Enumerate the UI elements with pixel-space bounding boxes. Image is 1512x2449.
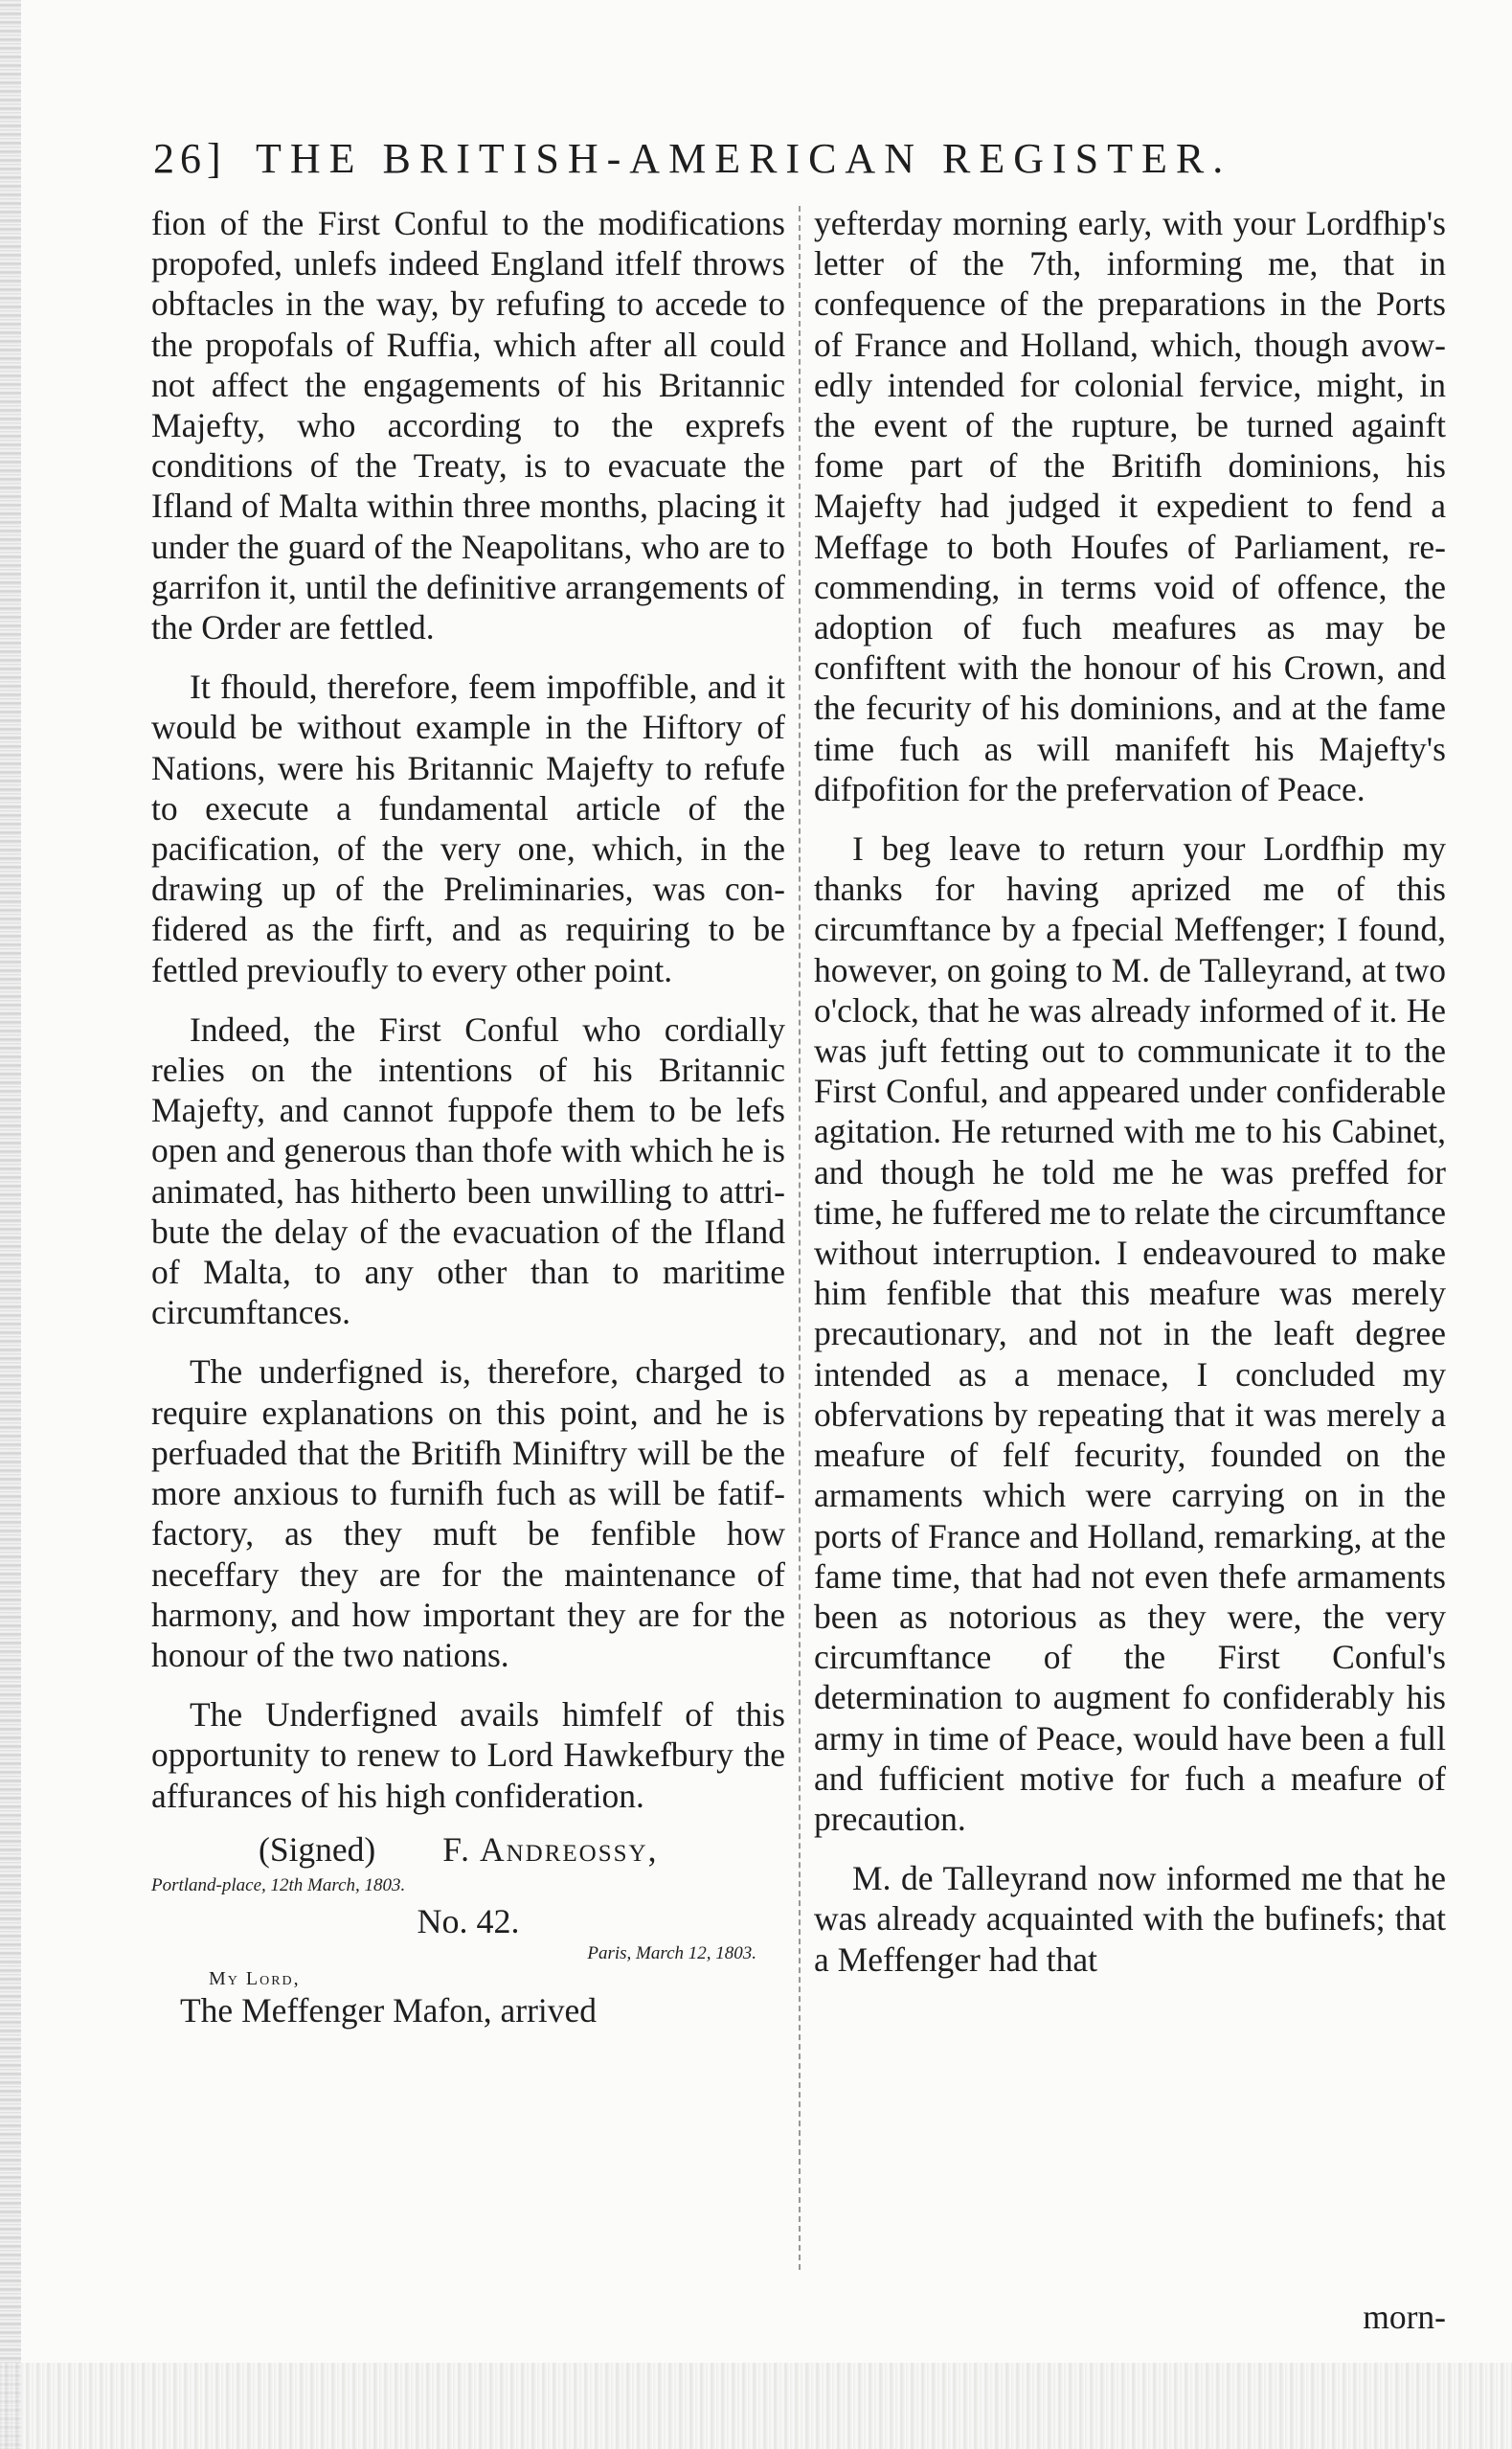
dateline: Portland-place, 12th March, 1803.: [151, 1874, 406, 1895]
paragraph: fion of the First Conful to the modifications propofed, unlefs indeed England itfelf throws obftacles in the way, by refufing to accede to the propofals of Ruffia, which after all could not affect the engagements of his Britannic Majefty, who according to the exprefs conditions of the Treaty, is to evacuate the Ifland of Malta within three months, placing it under the guard of the Neapolitans, who are to garrifon it, until the definitive arrangements of the Order are fettled.: [151, 204, 785, 647]
running-title: THE BRITISH-AMERICAN REGISTER.: [256, 135, 1232, 182]
letter-opening: The Meffenger Mafon, arrived: [180, 1990, 598, 2029]
running-head: [153, 134, 1331, 192]
paragraph: I beg leave to return your Lordfhip my thanks for having aprized me of this circumftance by a fpecial Meffenger; I found, however, on going to M. de Talleyrand, at two o'clock, that he was already informed of it. He was juft fetting out to communicate it to the First Conful, and appeared under confiderable agitation. He returned with me to his Cabinet, and though he told me he was preffed for time, he fuffered me to relate the circumftance without interruption. I endeavoured to make him fenfible that this meafure was merely precautionary, and not in the leaft degree intended as a menace, I concluded my obfervations by repeating that it was merely a meafure of felf fecurity, founded on the armaments which were carrying on in the ports of France and Holland, remarking, at the fame time, that had not even thefe armaments been as notorious as they were, the very circumftance of the First Conful's determination to augment fo confiderably his army in time of Peace, would have been a full and fufficient motive for fuch a meafure of precaution.: [814, 829, 1446, 1838]
signed-label: (Signed): [259, 1829, 376, 1869]
column-divider: [799, 206, 801, 2270]
paragraph: M. de Talleyrand now informed me that he was already acquainted with the bufinefs; that a Meffenger had that: [814, 1859, 1446, 1979]
page-number: 26]: [153, 135, 227, 182]
paragraph: Indeed, the First Conful who cordially relies on the intentions of his Britannic Majefty, and cannot fuppofe them to be lefs open and generous than thofe with which he is animated, has hitherto been unwilling to attribute the delay of the evacuation of the Ifland of Malta, to any other than to maritime circumftances.: [151, 1009, 785, 1332]
letter-place-date: Paris, March 12, 1803.: [587, 1942, 756, 1963]
paragraph: It fhould, therefore, feem impoffible, and it would be without example in the Hiftory of Nations, were his Britannic Majefty to refufe to execute a fundamental article of the pacification, of the very one, which, in the drawing up of the Preliminaries, was confidered as the firft, and as requiring to be fettled previoufly to every other point.: [151, 668, 785, 989]
page-edge-shadow: [0, 0, 21, 2449]
left-column: [151, 203, 785, 2030]
signature-line: [151, 1829, 785, 1870]
page-bottom-noise: [0, 2363, 1512, 2449]
letter-number: No. 42.: [417, 1901, 520, 1940]
paragraph: The Underfigned avails himfelf of this opportunity to renew to Lord Hawkefbury the affurances of his high confideration.: [151, 1695, 785, 1815]
salutation: My Lord,: [209, 1967, 301, 1989]
right-column: [814, 203, 1446, 1999]
paragraph: yefterday morning early, with your Lordfhip's letter of the 7th, informing me, that in confequence of the preparations in the Ports of France and Holland, which, though avowedly intended for colonial fervice, might, in the event of the rupture, be turned againft fome part of the Britifh dominions, his Majefty had judged it expedient to fend a Meffage to both Houfes of Parliament, recommending, in terms void of offence, the adoption of fuch meafures as may be confiftent with the honour of his Crown, and the fecurity of his dominions, and at the fame time fuch as will manifeft his Majefty's difpofition for the prefervation of Peace.: [814, 204, 1446, 808]
signatory-name: F. Andreossy,: [442, 1829, 659, 1869]
paragraph: The underfigned is, therefore, charged to require explanations on this point, and he is perfuaded that the Britifh Miniftry will be the more anxious to furnifh fuch as will be fatiffactory, as they muft be fenfible how neceffary they are for the maintenance of harmony, and how important they are for the honour of the two nations.: [151, 1352, 785, 1674]
catchword: morn-: [1363, 2298, 1446, 2336]
